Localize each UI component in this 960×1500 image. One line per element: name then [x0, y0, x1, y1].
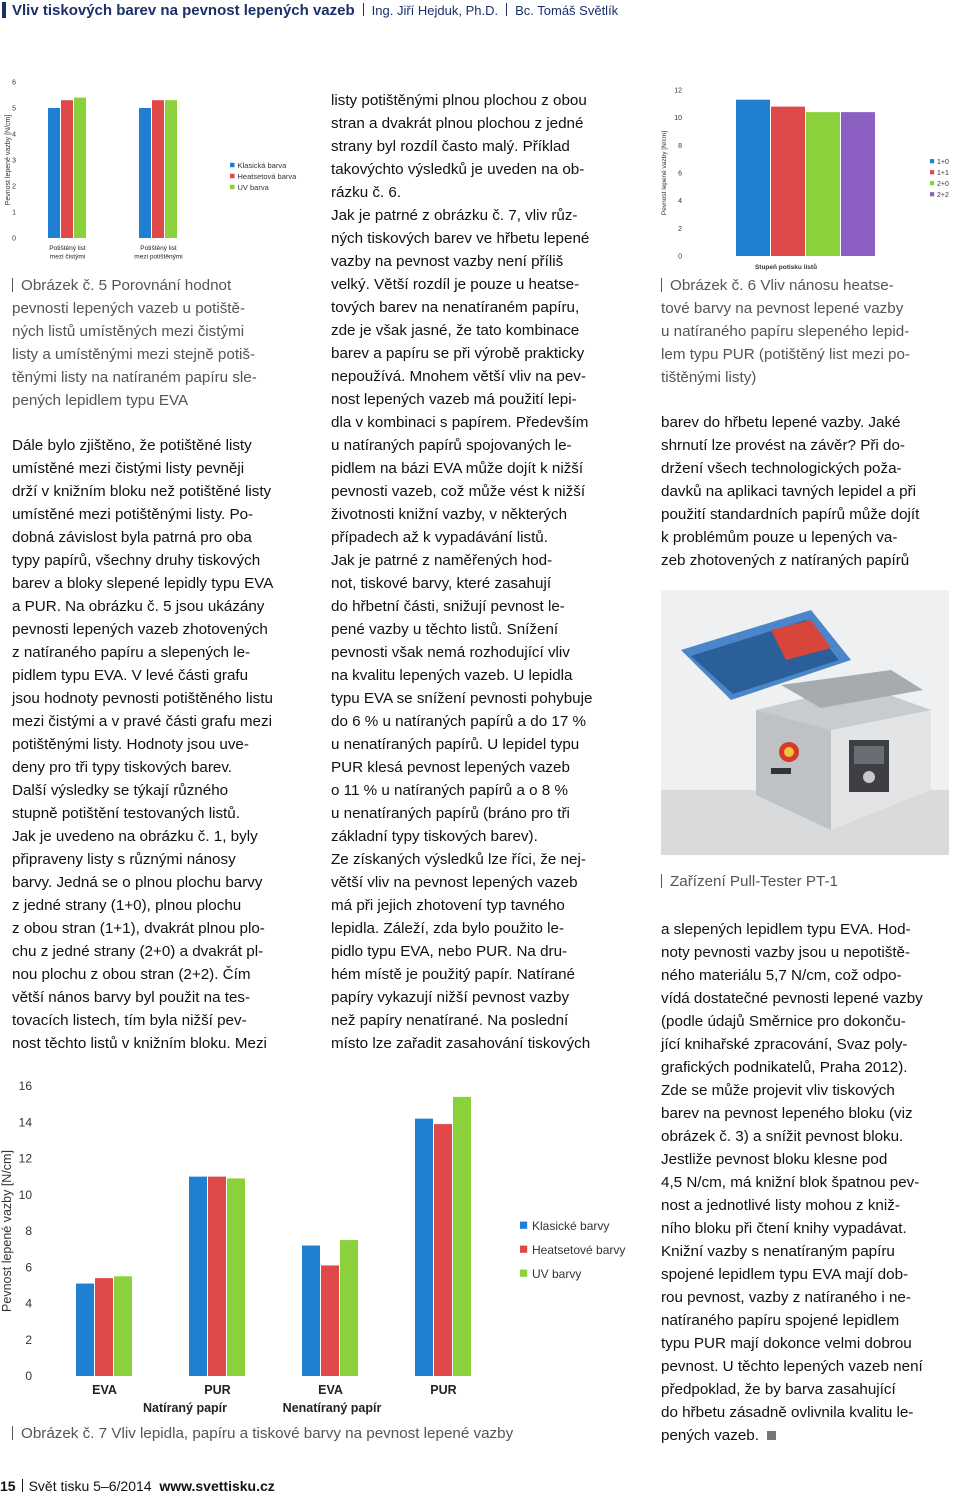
legend-swatch [930, 192, 934, 196]
x-axis-label: Stupeň potisku listů [754, 264, 818, 271]
bar-heatsetové-barvy [434, 1124, 452, 1376]
y-tick-label: 3 [12, 157, 16, 165]
legend-swatch [930, 170, 934, 174]
figure-6-chart [652, 82, 958, 278]
photo-caption [661, 870, 957, 893]
y-tick-label: 8 [678, 142, 682, 150]
pull-tester-photo [661, 590, 949, 855]
y-tick-label: 0 [25, 1369, 32, 1384]
bar-heatsetová-barva [152, 100, 164, 238]
bar-klasické-barvy [415, 1119, 433, 1376]
figure-5-caption-text: Obrázek č. 5 Porovnání hodnot pevnosti lepených vazeb u potiště- ných listů umístěných mezi čistými listy a umístěnými mezi stejně potiš- těnými listy na natíraném papíru sle- pených lepidlem typu EVA [12, 277, 257, 409]
y-tick-label: 4 [12, 131, 16, 139]
figure-7-chart [0, 1076, 650, 1418]
bar-1+0 [736, 100, 770, 256]
y-tick-label: 14 [18, 1115, 32, 1130]
bar-heatsetová-barva [61, 100, 73, 238]
category-label: mezi potištěnými [134, 253, 183, 261]
y-tick-label: 2 [12, 183, 16, 191]
article-title: Vliv tiskových barev na pevnost lepených vazeb [12, 2, 355, 19]
y-tick-label: 2 [678, 225, 682, 233]
legend-entry: 2+2 [937, 192, 949, 199]
y-tick-label: 12 [674, 87, 682, 95]
bar-heatsetové-barvy [95, 1278, 113, 1376]
y-tick-label: 0 [678, 253, 682, 261]
bar-2+2 [841, 112, 875, 256]
category-label: EVA [318, 1383, 343, 1397]
legend-swatch [930, 181, 934, 185]
category-label: Potištěný list [140, 245, 177, 252]
group-label: Natíraný papír [142, 1401, 228, 1415]
author-1: Ing. Jiří Hejduk, Ph.D. [371, 3, 499, 18]
legend-entry: Heatsetová barva [237, 172, 297, 181]
column-3-body-bottom [661, 918, 957, 1447]
bar-heatsetové-barvy [321, 1265, 339, 1376]
bar-1+1 [771, 107, 805, 256]
group-label: Nenatíraný papír [282, 1401, 382, 1415]
figure-5-caption [12, 274, 312, 412]
column-3-body-bottom-text: a slepených lepidlem typu EVA. Hod- noty pevnosti vazby jsou u nepotiště- ného materiálu 5,7 N/cm, což odpo- vídá dostatečné pevnosti lepené vazby (podle údajů Směrnice pro dokonču- jící knihařské zpracování, Svaz poly- grafických podnikatelů, Praha 2012). Zde se může projevit vliv tiskových barev na pevnost lepeného bloku (viz obrázek č. 3) a snížit pevnost bloku. Jestliže pevnost bloku klesne pod 4,5 N/cm, má knižní blok špatnou pev- nost a jednotlivé listy mohou z kniž- ního bloku při čtení knihy vypadávat. Knižní vazby s nenatíraným papíru spojené lepidlem typu EVA mají dob- rou pevnost, vazby z natíraného i ne- natíraného papíru spojené lepidlem typu PUR mají dokonce velmi dobrou pevnost. U těchto lepených vazeb není předpoklad, že by barva zasahující do hřbetu zásadně ovlivnila kvalitu le- pených vazeb. [661, 921, 923, 1444]
y-axis-label: Pevnost lepené vazby [N/cm] [0, 1150, 14, 1312]
y-tick-label: 5 [12, 105, 16, 113]
bar-uv-barvy [453, 1097, 471, 1376]
page-header [0, 0, 960, 22]
y-axis-label: Pevnost lepené vazby [N/cm] [661, 130, 668, 216]
bar-uv-barva [165, 100, 177, 238]
issue: Svět tisku 5–6/2014 [28, 1478, 152, 1494]
bar-uv-barvy [227, 1178, 245, 1376]
bar-klasické-barvy [302, 1246, 320, 1377]
figure-7-caption-text: Obrázek č. 7 Vliv lepidla, papíru a tiskové barvy na pevnost lepené vazby [21, 1425, 514, 1442]
category-label: mezi čistými [49, 253, 86, 261]
y-tick-label: 2 [25, 1332, 32, 1347]
y-tick-label: 6 [678, 170, 682, 178]
bar-klasické-barvy [189, 1177, 207, 1376]
header-bar [2, 2, 6, 18]
bar-heatsetové-barvy [208, 1177, 226, 1376]
y-tick-label: 16 [18, 1079, 32, 1094]
y-tick-label: 0 [12, 235, 16, 243]
legend-swatch [520, 1270, 527, 1277]
column-2-body: listy potištěnými plnou plochou z obou stran a dvakrát plnou plochou z jedné strany byl rozdíl často malý. Příklad takovýchto výsledků je uveden na ob- rázku č. 6. Jak je patrné z obrázku č. 7, vliv růz- ných tiskových barev ve hřbetu lepené vazby na pevnost vazby není příliš velký. Větší rozdíl je pouze u heatse- tových barev na nenatíraném papíru, zde je však jasné, že tato kombinace barev a papíru se při výrobě prakticky nepoužívá. Mnohem větší vliv na pev- nost lepených vazeb má použití lepi- dla v kombinaci s papírem. Především u natíraných papírů spojovaných le- pidlem na bázi EVA může dojít k nižší pevnosti vazeb, což může vést k nižší životnosti knižní vazby, v některých případech až k vypadávání listů. Jak je patrné z naměřených hod- not, tiskové barvy, které zasahují do hřbetní části, snižují pevnost le- pené vazby u těchto listů. Snížení pevnosti však nemá rozhodující vliv na kvalitu lepených vazeb. U lepidla typu EVA se snížení pevnosti pohybuje do 6 % u natíraných papírů a do 17 % u nenatíraných papírů. U lepidel typu PUR klesá pevnost lepených vazeb o 11 % u natíraných papírů a o 8 % u nenatíraných papírů (bráno pro tři základní typy tiskových barev). Ze získaných výsledků lze říci, že nej- větší vliv na pevnost lepených vazeb má při jejich zhotovení typ tavného lepidla. Záleží, zda bylo použito le- pidlo typu EVA, nebo PUR. Na dru- hém místě je použitý papír. Natírané papíry vykazují nižší pevnost vazby než papíry nenatírané. Na poslední místo lze zařadit zasahování tiskových [331, 92, 593, 1052]
y-tick-label: 8 [25, 1224, 32, 1239]
y-tick-label: 6 [12, 79, 16, 87]
legend-swatch [520, 1246, 527, 1253]
y-tick-label: 12 [18, 1151, 32, 1166]
category-label: PUR [204, 1383, 231, 1397]
figure-6-caption [661, 274, 957, 389]
legend-entry: 1+1 [937, 170, 949, 177]
page-footer [0, 1478, 275, 1494]
legend-swatch [230, 163, 235, 168]
bar-uv-barvy [114, 1276, 132, 1376]
bar-uv-barvy [340, 1240, 358, 1376]
column-1-body: Dále bylo zjištěno, že potištěné listy umístěné mezi čistými listy pevněji drží v knižním bloku než potištěné listy umístěné mezi potištěnými listy. Po- dobná závislost byla patrná pro oba typy papírů, všechny druhy tiskových barev a bloky slepené lepidly typu EVA a PUR. Na obrázku č. 5 jsou ukázány pevnosti lepených vazeb zhotovených z natíraného papíru a slepených le- pidlem typu EVA. V levé části grafu jsou hodnoty pevnosti potištěného listu mezi čistými a v pravé části grafu mezi potištěnými listy. Hodnoty jsou uve- deny pro tři typy tiskových barev. Další výsledky se týkají různého stupně potištění testovaných listů. Jak je uvedeno na obrázku č. 1, byly připraveny listy s různými nánosy barvy. Jedná se o plnou plochu barvy z jedné strany (1+0), plnou plochu z obou stran (1+1), dvakrát plnou plo- chu z jedné strany (2+0) a dvakrát pl- nou plochu z obou stran (2+2). Čím větší nános barvy byl použit na tes- tovacích listech, tím byla nižší pev- nost těchto listů v knižním bloku. Mezi [12, 437, 274, 1052]
y-tick-label: 4 [25, 1296, 32, 1311]
legend-swatch [230, 185, 235, 190]
y-axis-label: Pevnost lepené vazby [N/cm] [5, 114, 12, 206]
legend-swatch [930, 159, 934, 163]
legend-entry: 2+0 [937, 181, 949, 188]
y-tick-label: 1 [12, 209, 16, 217]
bar-klasická-barva [139, 108, 151, 238]
column-3-body-top: barev do hřbetu lepené vazby. Jaké shrnutí lze provést na závěr? Při do- držení všech technologických poža- davků na aplikaci tavných lepidel a při použití standardních papírů může dojít k problémům pouze u lepených va- zeb zhotovených z natíraných papírů [661, 414, 920, 569]
website-link[interactable]: www.svettisku.cz [159, 1478, 275, 1494]
legend-entry: UV barvy [532, 1267, 582, 1281]
legend-entry: Heatsetové barvy [532, 1243, 626, 1257]
bar-uv-barva [74, 98, 86, 238]
y-tick-label: 10 [18, 1187, 32, 1202]
bar-klasické-barvy [76, 1284, 94, 1376]
legend-entry: Klasické barvy [532, 1219, 610, 1233]
figure-5-chart [0, 60, 320, 270]
legend-entry: 1+0 [937, 159, 949, 166]
y-tick-label: 4 [678, 198, 682, 206]
end-square-icon [767, 1431, 776, 1440]
legend-entry: Klasická barva [237, 161, 287, 170]
page-number: 15 [0, 1478, 16, 1494]
figure-7-caption [12, 1422, 652, 1445]
legend-entry: UV barva [237, 183, 269, 192]
y-tick-label: 10 [674, 115, 682, 123]
bar-klasická-barva [48, 108, 60, 238]
bar-2+0 [806, 112, 840, 256]
photo-caption-text: Zařízení Pull-Tester PT-1 [670, 873, 838, 890]
category-label: Potištěný list [49, 245, 86, 252]
legend-swatch [230, 174, 235, 179]
legend-swatch [520, 1222, 527, 1229]
category-label: EVA [92, 1383, 117, 1397]
figure-6-caption-text: Obrázek č. 6 Vliv nánosu heatse- tové barvy na pevnost lepené vazby u natíraného papíru slepeného lepid- lem typu PUR (potištěný list mezi po- tištěnými listy) [661, 277, 910, 386]
y-tick-label: 6 [25, 1260, 32, 1275]
author-2: Bc. Tomáš Světlík [515, 3, 619, 18]
category-label: PUR [430, 1383, 457, 1397]
